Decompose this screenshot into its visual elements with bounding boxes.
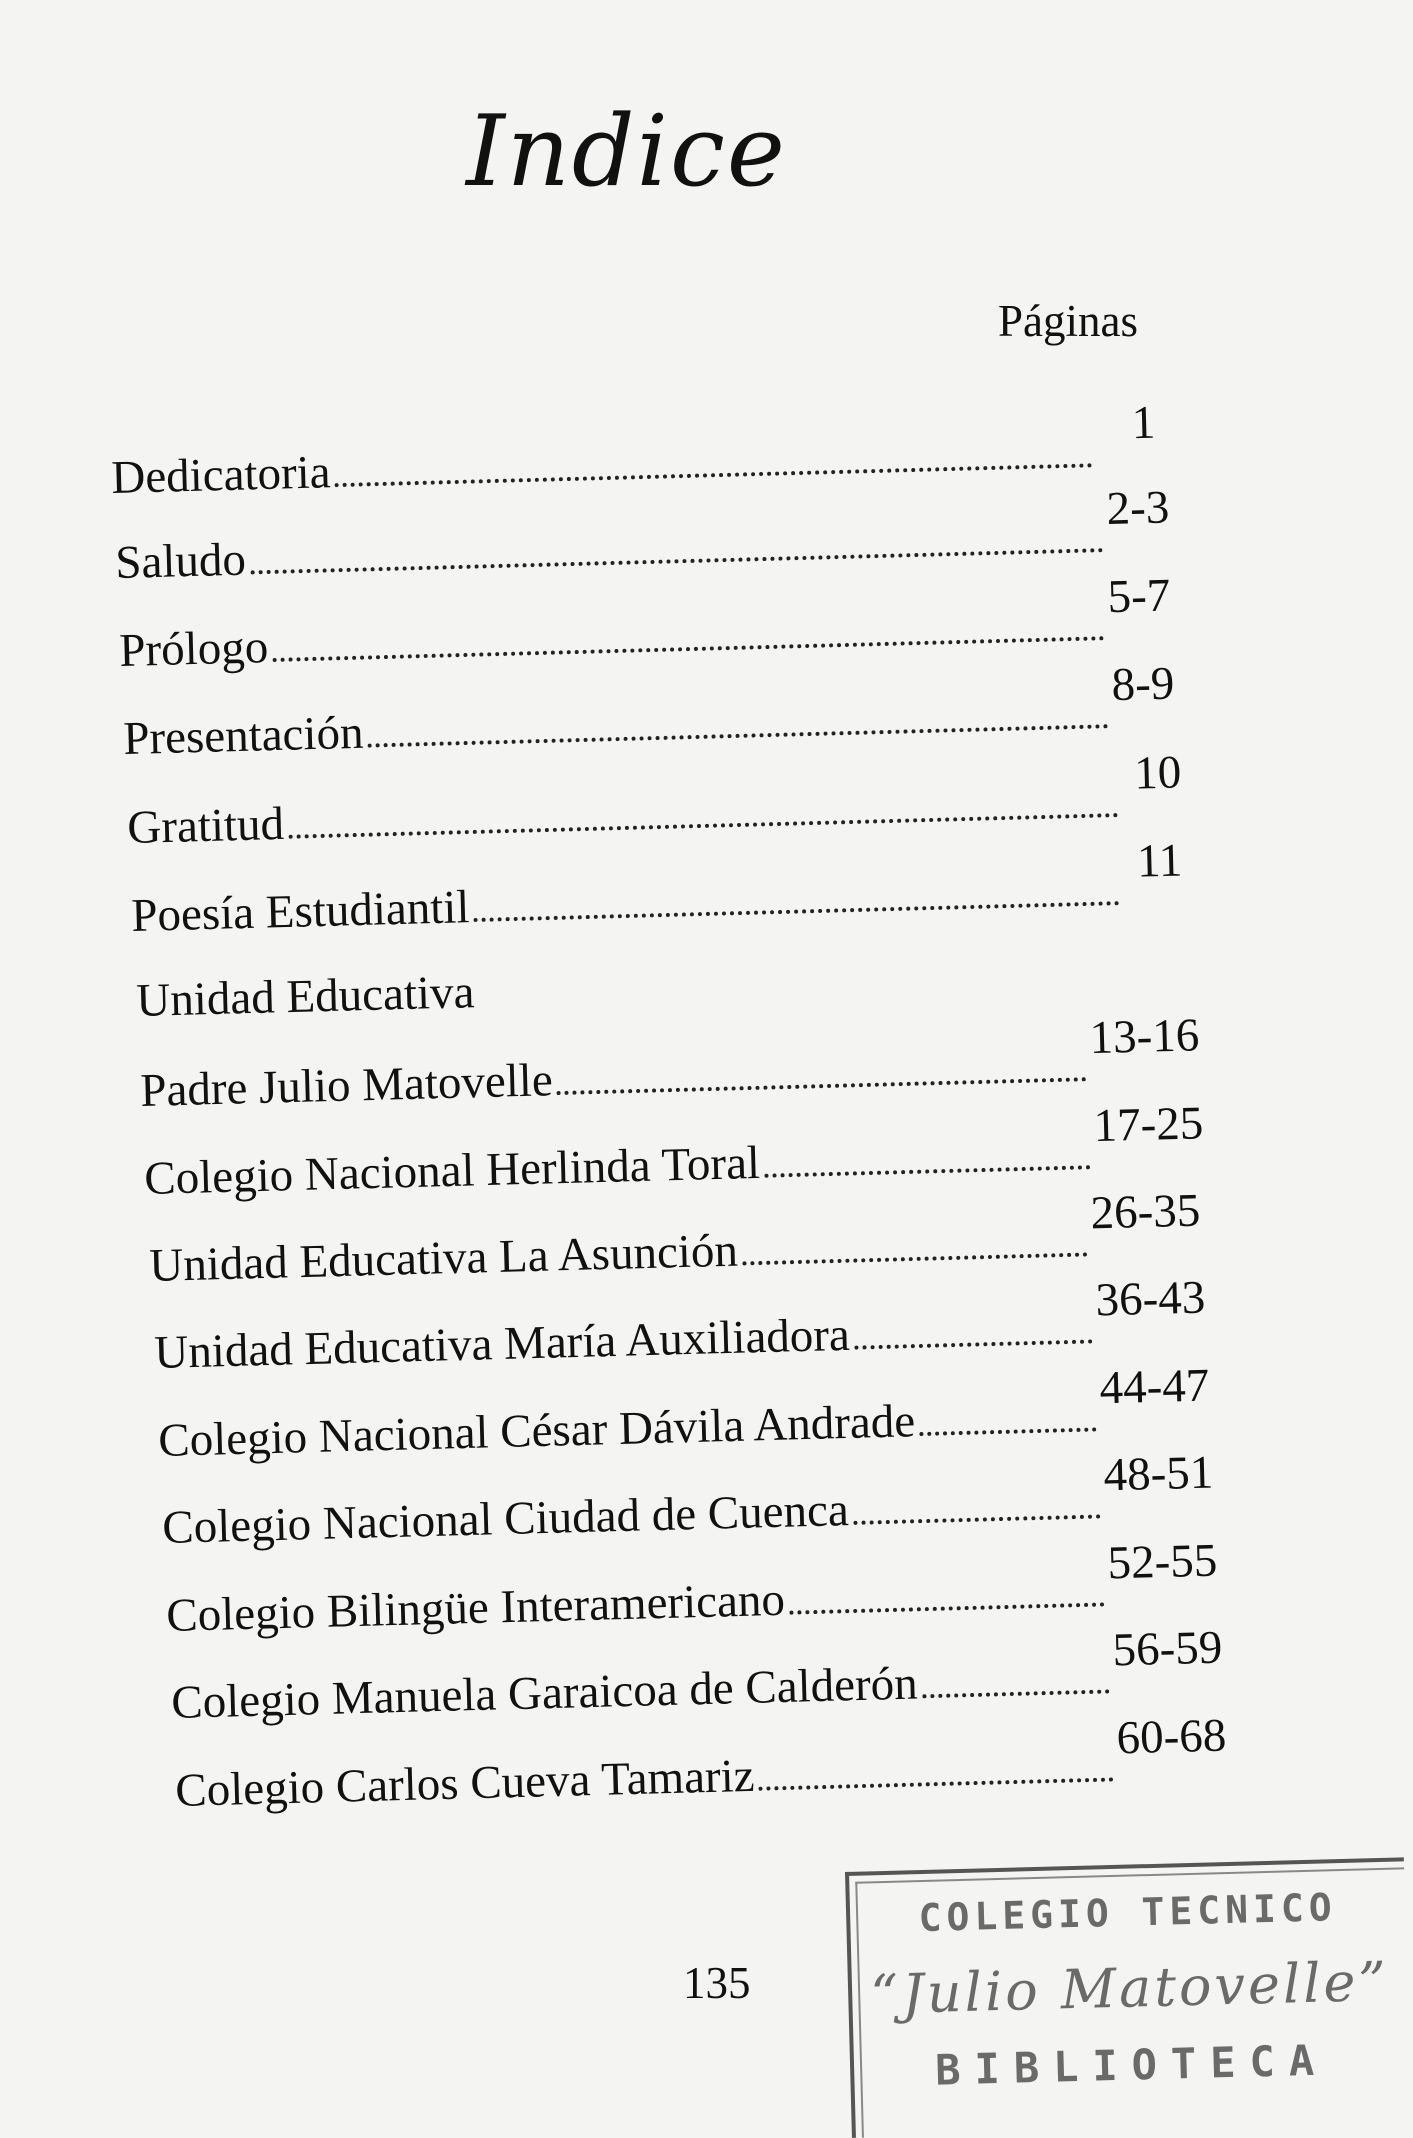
toc-entry-label: Colegio Bilingüe Interamericano	[165, 1573, 786, 1642]
toc-leader-dots	[919, 1427, 1096, 1436]
toc-entry-page: 60-68	[1115, 1709, 1227, 1765]
toc-entry-page: 1	[1131, 396, 1156, 450]
toc-entry-page: 52-55	[1106, 1534, 1218, 1590]
toc-leader-dots	[335, 463, 1093, 487]
toc-entry-label: Saludo	[114, 533, 247, 589]
toc-leader-dots	[250, 548, 1104, 574]
toc-entry-label: Prólogo	[118, 621, 269, 677]
toc-entry-padre-julio-matovelle	[139, 1009, 1201, 1117]
toc-entry-saludo	[114, 481, 1171, 589]
toc-entry-page: 11	[1136, 834, 1183, 888]
toc-entry-page: 44-47	[1098, 1359, 1210, 1415]
toc-leader-dots	[764, 1165, 1091, 1178]
toc-entry-page: 48-51	[1102, 1446, 1214, 1502]
toc-entry-prologo	[118, 569, 1172, 677]
toc-entry-herlinda-toral	[143, 1097, 1205, 1205]
toc-entry-page: 13-16	[1088, 1009, 1200, 1065]
toc-entry-page: 36-43	[1094, 1271, 1206, 1327]
toc-entry-page: 10	[1133, 746, 1182, 800]
toc-entry-page: 8-9	[1110, 657, 1175, 712]
toc-entry-label: Colegio Carlos Cueva Tamariz	[174, 1749, 756, 1817]
toc-entry-label: Colegio Manuela Garaicoa de Calderón	[170, 1657, 919, 1729]
toc-leader-dots	[854, 1339, 1093, 1349]
pages-column-header: Páginas	[998, 296, 1138, 346]
toc-entry-page: 5-7	[1106, 569, 1171, 624]
library-stamp	[845, 1857, 1411, 2138]
toc-leader-dots	[474, 901, 1120, 922]
toc-entry-la-asuncion	[148, 1184, 1202, 1292]
toc-leader-dots	[853, 1514, 1101, 1524]
page-number: 135	[683, 1958, 751, 2008]
stamp-library-label: BIBLIOTECA	[934, 2035, 1329, 2095]
toc-entry-presentacion	[122, 657, 1176, 765]
toc-entry-manuela-garaicoa	[170, 1621, 1224, 1729]
toc-entry-poesia-estudiantil	[130, 834, 1184, 942]
toc-entry-gratitud	[126, 746, 1183, 854]
toc-entry-label: Unidad Educativa María Auxiliadora	[153, 1308, 851, 1379]
stamp-institution-name: “Julio Matovelle”	[869, 1949, 1390, 2027]
toc-entry-ciudad-de-cuenca	[161, 1446, 1215, 1554]
toc-entry-label: Padre Julio Matovelle	[139, 1054, 554, 1117]
stamp-school-name: COLEGIO TECNICO	[918, 1885, 1338, 1941]
toc-leader-dots	[742, 1252, 1088, 1265]
page-title: Indice	[466, 95, 787, 209]
toc-entry-unidad-educativa-heading	[136, 962, 737, 1025]
toc-entry-label: Gratitud	[126, 797, 285, 854]
toc-entry-label: Colegio Nacional César Dávila Andrade	[157, 1395, 916, 1467]
toc-entry-cesar-davila-andrade	[157, 1359, 1211, 1467]
toc-entry-label: Colegio Nacional Ciudad de Cuenca	[161, 1484, 850, 1554]
toc-entry-label: Dedicatoria	[110, 446, 332, 504]
toc-entry-page: 2-3	[1105, 481, 1170, 536]
toc-entry-label: Unidad Educativa	[135, 966, 475, 1027]
toc-entry-label: Unidad Educativa La Asunción	[148, 1224, 739, 1292]
toc-leader-dots	[288, 813, 1118, 839]
toc-leader-dots	[368, 724, 1109, 747]
toc-entry-carlos-cueva-tamariz	[174, 1709, 1228, 1817]
toc-entry-label: Presentación	[122, 706, 365, 765]
toc-entry-label: Colegio Nacional Herlinda Toral	[143, 1136, 761, 1205]
toc-leader-dots	[922, 1689, 1110, 1698]
toc-leader-dots	[557, 1077, 1087, 1095]
toc-leader-dots	[759, 1777, 1114, 1790]
toc-entry-page: 56-59	[1111, 1621, 1223, 1677]
toc-leader-dots	[789, 1602, 1105, 1614]
toc-leader-dots	[272, 636, 1104, 662]
toc-entry-label: Poesía Estudiantil	[130, 881, 471, 942]
toc-entry-page: 26-35	[1089, 1184, 1201, 1240]
toc-entry-dedicatoria	[110, 396, 1157, 504]
toc-entry-maria-auxiliadora	[153, 1271, 1207, 1379]
toc-entry-bilingue-interamericano	[165, 1534, 1219, 1642]
toc-entry-page: 17-25	[1092, 1097, 1204, 1153]
